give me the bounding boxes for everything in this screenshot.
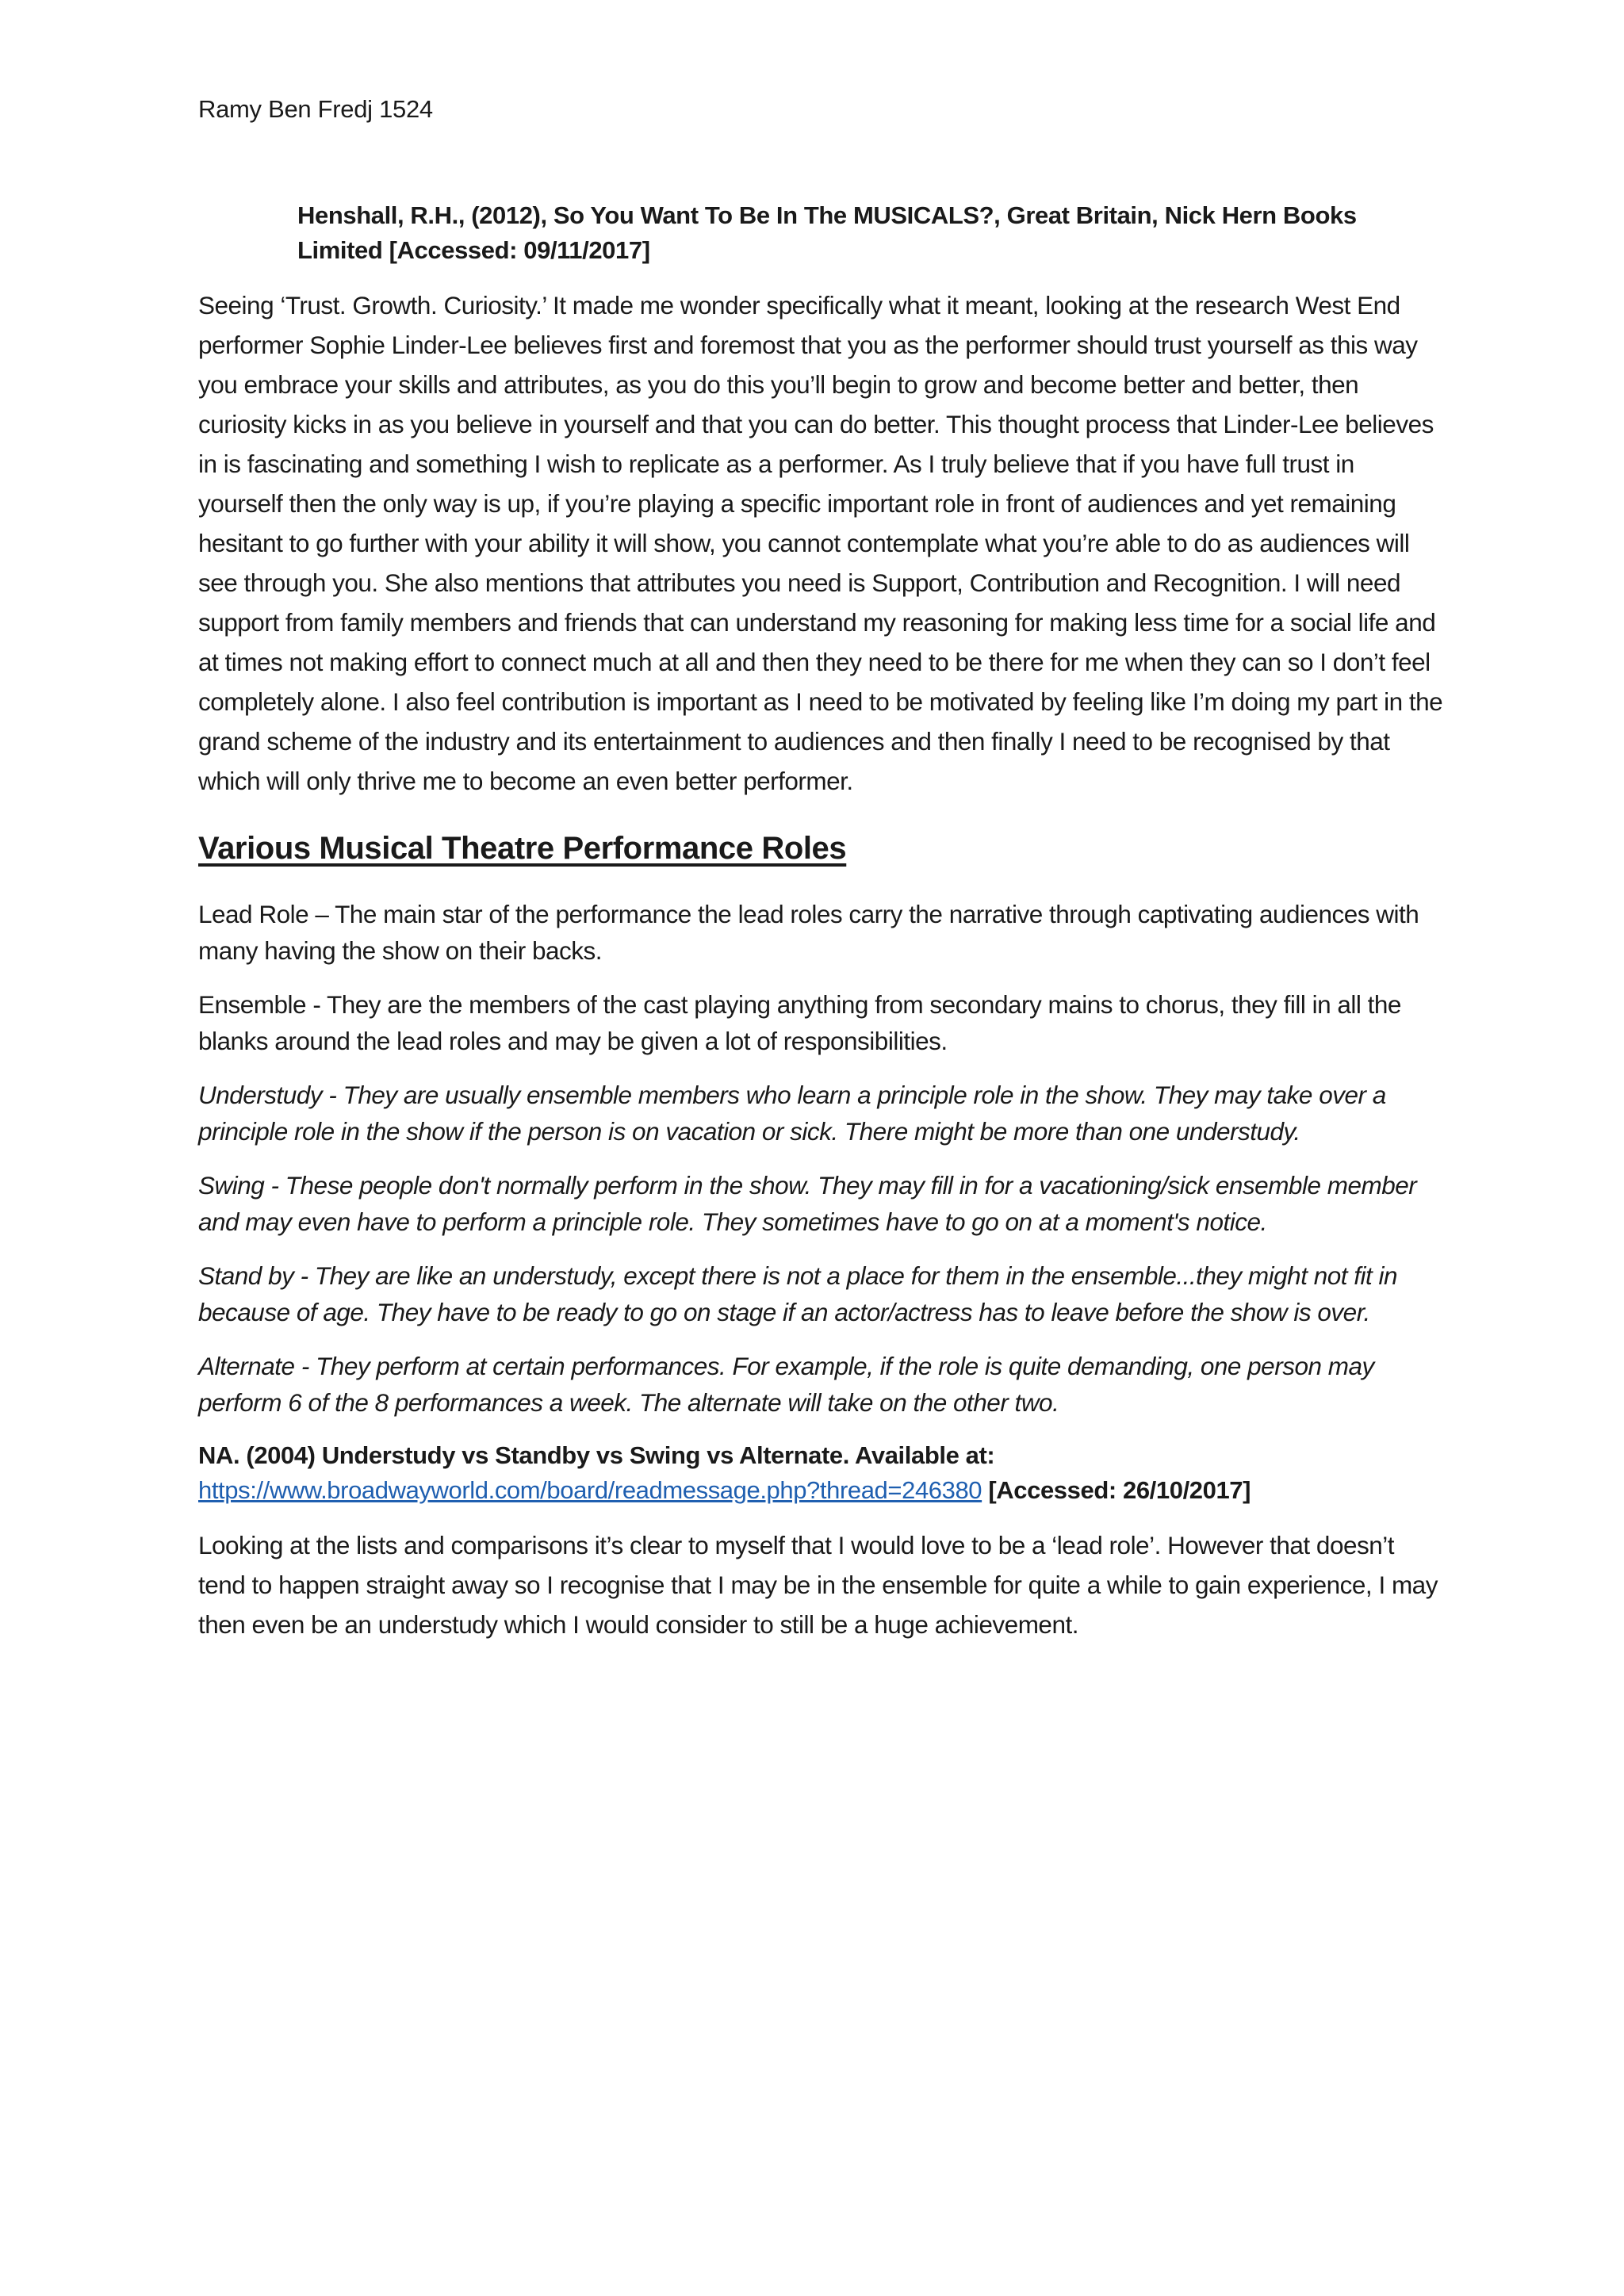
role-lead: Lead Role – The main star of the performance the lead roles carry the narrative through captivating audiences with many having the show on their backs. (198, 900, 1419, 965)
role-alternate: Alternate - They perform at certain performances. For example, if the role is quite demanding, one person may perform 6 of the 8 performances a week. The alternate will take on the other two. (198, 1352, 1374, 1417)
role-understudy: Understudy - They are usually ensemble members who learn a principle role in the show. They may take over a principle role in the show if the person is on vacation or sick. There might be more than one understudy. (198, 1081, 1386, 1146)
spacer (198, 1150, 1443, 1167)
role-swing: Swing - These people don't normally perform in the show. They may fill in for a vacationing/sick ensemble member and may even have to perform a principle role. They sometimes have to go on at a moment's notice. (198, 1171, 1417, 1236)
paragraph-trust-growth-curiosity: Seeing ‘Trust. Growth. Curiosity.’ It made me wonder specifically what it meant, looking at the research West End performer Sophie Linder-Lee believes first and foremost that you as the performer should trust yourself as this way you embrace your skills and attributes, as you do this you’ll begin to grow and become better and better, then curiosity kicks in as you believe in yourself and that you can do better. This thought process that Linder-Lee believes in is fascinating and something I wish to replicate as a performer. As I truly believe that if you have full trust in yourself then the only way is up, if you’re playing a specific important role in front of audiences and yet remaining hesitant to go further with your ability it will show, you cannot contemplate what you’re able to do as audiences will see through you. She also mentions that attributes you need is Support, Contribution and Recognition. I will need support from family members and friends that can understand my reasoning for making less time for a social life and at times not making effort to connect much at all and then they need to be there for me when they can so I don’t feel completely alone. I also feel contribution is important as I need to be motivated by feeling like I’m doing my part in the grand scheme of the industry and its entertainment to audiences and then finally I need to be recognised by that which will only thrive me to become an even better performer. (198, 291, 1443, 795)
paragraph-lead-role-conclusion: Looking at the lists and comparisons it’s clear to myself that I would love to be a ‘lead role’. However that doesn’t tend to happen straight away so I recognise that I may be in the ensemble for quite a while to gain experience, I may then even be an understudy which I would consider to still be a huge achievement. (198, 1531, 1438, 1639)
section-heading-roles: Various Musical Theatre Performance Roles (198, 831, 847, 866)
spacer (198, 969, 1443, 986)
document-body (198, 198, 1443, 1644)
page-header-author: Ramy Ben Fredj 1524 (198, 95, 433, 123)
spacer (198, 801, 1443, 826)
reference-broadwayworld (198, 1438, 1443, 1508)
role-stand-by: Stand by - They are like an understudy, except there is not a place for them in the ensemble...they might not fit in because of age. They have to be ready to go on stage if an actor/actress has to leave before the show is over. (198, 1261, 1398, 1326)
spacer (198, 1240, 1443, 1257)
spacer (198, 1421, 1443, 1438)
spacer (198, 1508, 1443, 1525)
reference-broadwayworld-link[interactable]: https://www.broadwayworld.com/board/readmessage.php?thread=246380 (198, 1476, 982, 1504)
reference-broadwayworld-accessed: [Accessed: 26/10/2017] (982, 1476, 1251, 1504)
spacer (198, 1330, 1443, 1348)
role-ensemble: Ensemble - They are the members of the cast playing anything from secondary mains to chorus, they fill in all the blanks around the lead roles and may be given a lot of responsibilities. (198, 990, 1401, 1055)
spacer (198, 268, 1443, 285)
reference-broadwayworld-prefix: NA. (2004) Understudy vs Standby vs Swing vs Alternate. Available at: (198, 1441, 995, 1469)
spacer (198, 871, 1443, 896)
reference-henshall: Henshall, R.H., (2012), So You Want To Be In The MUSICALS?, Great Britain, Nick Hern Books Limited [Accessed: 09/11/2017] (297, 201, 1357, 264)
spacer (198, 1059, 1443, 1077)
